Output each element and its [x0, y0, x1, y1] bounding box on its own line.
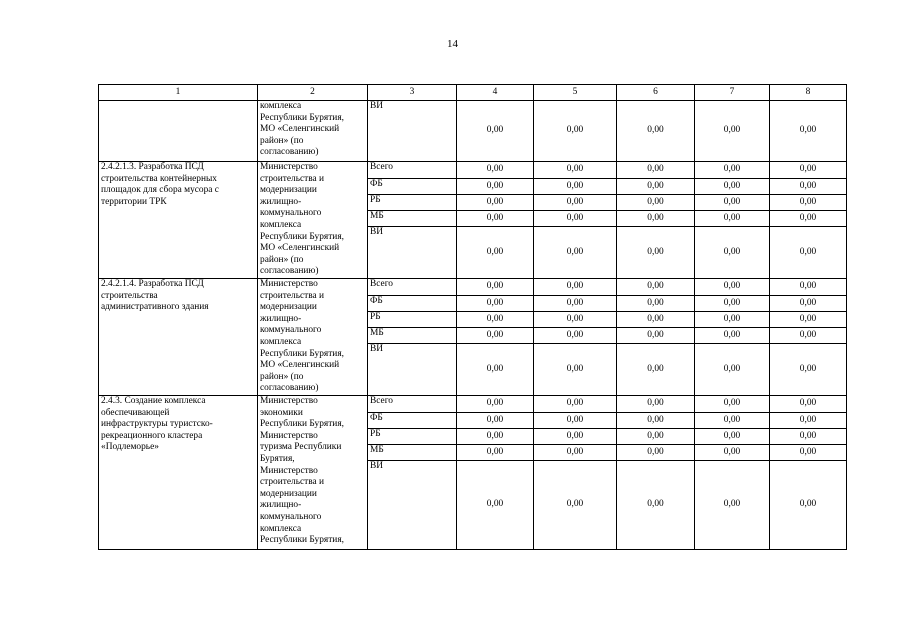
column-number: 3	[368, 85, 457, 101]
amount-cell: 0,00	[534, 227, 617, 279]
table-row	[99, 162, 847, 179]
amount-cell: 0,00	[457, 413, 534, 429]
page-number: 14	[447, 38, 458, 50]
amount-cell: 0,00	[617, 413, 695, 429]
amount-cell: 0,00	[770, 211, 847, 227]
funding-source: ФБ	[368, 179, 457, 195]
amount-cell: 0,00	[617, 328, 695, 344]
amount-cell: 0,00	[534, 195, 617, 211]
executor-cell: Министерство экономики Республики Бурятия, Министерство туризма Республики Бурятия, Министерство строительства и модернизации жилищно- коммунального комплекса Республики Бурятия,	[258, 396, 368, 550]
amount-cell: 0,00	[534, 344, 617, 396]
funding-source: ВИ	[368, 227, 457, 279]
amount-cell: 0,00	[695, 445, 770, 461]
amount-cell: 0,00	[770, 413, 847, 429]
amount-cell: 0,00	[617, 179, 695, 195]
funding-source: МБ	[368, 211, 457, 227]
amount-cell: 0,00	[534, 429, 617, 445]
amount-cell: 0,00	[617, 195, 695, 211]
amount-cell: 0,00	[617, 162, 695, 179]
column-number: 4	[457, 85, 534, 101]
amount-cell: 0,00	[457, 344, 534, 396]
amount-cell: 0,00	[457, 195, 534, 211]
amount-cell: 0,00	[457, 429, 534, 445]
amount-cell: 0,00	[534, 445, 617, 461]
funding-source: ВИ	[368, 461, 457, 550]
funding-source: Всего	[368, 396, 457, 413]
funding-source: ВИ	[368, 101, 457, 162]
amount-cell: 0,00	[457, 328, 534, 344]
amount-cell: 0,00	[695, 312, 770, 328]
amount-cell: 0,00	[695, 211, 770, 227]
amount-cell: 0,00	[457, 179, 534, 195]
funding-source: МБ	[368, 328, 457, 344]
amount-cell: 0,00	[770, 195, 847, 211]
measure-description	[99, 101, 258, 162]
funding-source: ФБ	[368, 413, 457, 429]
column-number: 6	[617, 85, 695, 101]
amount-cell: 0,00	[617, 445, 695, 461]
amount-cell: 0,00	[457, 296, 534, 312]
measure-description: 2.4.2.1.3. Разработка ПСД строительства контейнерных площадок для сбора мусора с территории ТРК	[99, 162, 258, 279]
amount-cell: 0,00	[534, 328, 617, 344]
executor-cell: комплекса Республики Бурятия, МО «Селенгинский район» (по согласованию)	[258, 101, 368, 162]
funding-source: РБ	[368, 312, 457, 328]
amount-cell: 0,00	[770, 396, 847, 413]
table-row	[99, 396, 847, 413]
amount-cell: 0,00	[534, 396, 617, 413]
amount-cell: 0,00	[457, 279, 534, 296]
amount-cell: 0,00	[617, 101, 695, 162]
amount-cell: 0,00	[695, 101, 770, 162]
amount-cell: 0,00	[534, 312, 617, 328]
amount-cell: 0,00	[695, 195, 770, 211]
funding-source: РБ	[368, 195, 457, 211]
amount-cell: 0,00	[695, 396, 770, 413]
amount-cell: 0,00	[617, 279, 695, 296]
funding-source: Всего	[368, 162, 457, 179]
amount-cell: 0,00	[457, 461, 534, 550]
amount-cell: 0,00	[695, 461, 770, 550]
amount-cell: 0,00	[457, 445, 534, 461]
amount-cell: 0,00	[770, 279, 847, 296]
amount-cell: 0,00	[534, 211, 617, 227]
amount-cell: 0,00	[534, 101, 617, 162]
amount-cell: 0,00	[770, 101, 847, 162]
amount-cell: 0,00	[695, 179, 770, 195]
amount-cell: 0,00	[617, 429, 695, 445]
amount-cell: 0,00	[534, 461, 617, 550]
amount-cell: 0,00	[770, 227, 847, 279]
amount-cell: 0,00	[457, 312, 534, 328]
amount-cell: 0,00	[534, 279, 617, 296]
amount-cell: 0,00	[770, 179, 847, 195]
amount-cell: 0,00	[770, 344, 847, 396]
amount-cell: 0,00	[457, 101, 534, 162]
column-number: 5	[534, 85, 617, 101]
amount-cell: 0,00	[534, 296, 617, 312]
amount-cell: 0,00	[534, 413, 617, 429]
amount-cell: 0,00	[695, 344, 770, 396]
amount-cell: 0,00	[617, 461, 695, 550]
amount-cell: 0,00	[534, 162, 617, 179]
amount-cell: 0,00	[770, 162, 847, 179]
amount-cell: 0,00	[534, 179, 617, 195]
table-body	[99, 85, 847, 550]
amount-cell: 0,00	[770, 461, 847, 550]
amount-cell: 0,00	[617, 344, 695, 396]
funding-source: ФБ	[368, 296, 457, 312]
measure-description: 2.4.3. Создание комплекса обеспечивающей инфраструктуры туристско- рекреационного кластера «Подлеморье»	[99, 396, 258, 550]
financing-table	[98, 84, 847, 550]
amount-cell: 0,00	[695, 328, 770, 344]
funding-source: Всего	[368, 279, 457, 296]
amount-cell: 0,00	[770, 429, 847, 445]
funding-source: РБ	[368, 429, 457, 445]
funding-source: ВИ	[368, 344, 457, 396]
table-row	[99, 101, 847, 162]
amount-cell: 0,00	[770, 445, 847, 461]
column-number: 8	[770, 85, 847, 101]
amount-cell: 0,00	[695, 413, 770, 429]
amount-cell: 0,00	[695, 279, 770, 296]
amount-cell: 0,00	[617, 296, 695, 312]
amount-cell: 0,00	[770, 296, 847, 312]
column-number: 2	[258, 85, 368, 101]
amount-cell: 0,00	[617, 312, 695, 328]
amount-cell: 0,00	[695, 296, 770, 312]
table-row	[99, 279, 847, 296]
amount-cell: 0,00	[457, 162, 534, 179]
amount-cell: 0,00	[695, 162, 770, 179]
amount-cell: 0,00	[457, 227, 534, 279]
amount-cell: 0,00	[617, 211, 695, 227]
column-number: 7	[695, 85, 770, 101]
measure-description: 2.4.2.1.4. Разработка ПСД строительства административного здания	[99, 279, 258, 396]
amount-cell: 0,00	[695, 429, 770, 445]
amount-cell: 0,00	[770, 328, 847, 344]
amount-cell: 0,00	[695, 227, 770, 279]
column-number-row	[99, 85, 847, 101]
executor-cell: Министерство строительства и модернизации жилищно- коммунального комплекса Республики Бурятия, МО «Селенгинский район» (по согласованию)	[258, 279, 368, 396]
executor-cell: Министерство строительства и модернизации жилищно- коммунального комплекса Республики Бурятия, МО «Селенгинский район» (по согласованию)	[258, 162, 368, 279]
amount-cell: 0,00	[770, 312, 847, 328]
funding-source: МБ	[368, 445, 457, 461]
amount-cell: 0,00	[617, 227, 695, 279]
amount-cell: 0,00	[457, 396, 534, 413]
amount-cell: 0,00	[457, 211, 534, 227]
column-number: 1	[99, 85, 258, 101]
amount-cell: 0,00	[617, 396, 695, 413]
